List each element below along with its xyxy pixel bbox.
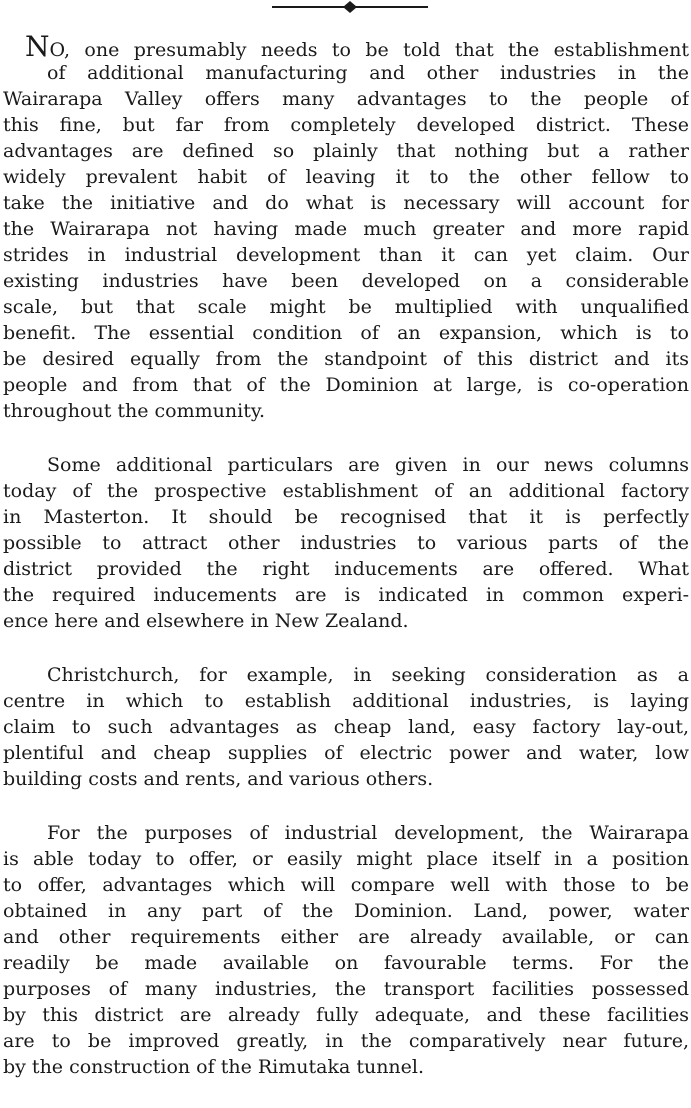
paragraph-line: by this district are already fully adequate, and these facilities bbox=[3, 1004, 689, 1026]
paragraph-line: are to be improved greatly, in the comparatively near future, bbox=[3, 1030, 689, 1052]
line-text: O, one presumably needs to be told that the establishment bbox=[49, 39, 689, 60]
paragraph-line: district provided the right inducements are offered. What bbox=[3, 558, 689, 580]
editorial-article bbox=[3, 34, 689, 1108]
paragraph-3 bbox=[3, 662, 689, 792]
paragraph-line: centre in which to establish additional industries, is laying bbox=[3, 690, 689, 712]
paragraph-line: widely prevalent habit of leaving it to the other fellow to bbox=[3, 166, 689, 188]
paragraph-line: plentiful and cheap supplies of electric power and water, low bbox=[3, 742, 689, 764]
paragraph-line: by the construction of the Rimutaka tunnel. bbox=[3, 1056, 425, 1078]
paragraph-line: of additional manufacturing and other industries in the bbox=[47, 62, 689, 84]
paragraph-1 bbox=[3, 34, 689, 424]
paragraph-line: possible to attract other industries to various parts of the bbox=[3, 532, 689, 554]
paragraph-line: strides in industrial development than it can yet claim. Our bbox=[3, 244, 689, 266]
paragraph-line: this fine, but far from completely developed district. These bbox=[3, 114, 689, 136]
paragraph-line: the required inducements are is indicated in common experi- bbox=[3, 584, 689, 606]
paragraph-line: Christchurch, for example, in seeking consideration as a bbox=[47, 664, 689, 686]
paragraph-line: claim to such advantages as cheap land, easy factory lay-out, bbox=[3, 716, 689, 738]
paragraph-line: take the initiative and do what is necessary will account for bbox=[3, 192, 689, 214]
paragraph-line: the Wairarapa not having made much greater and more rapid bbox=[3, 218, 689, 240]
paragraph-line: be desired equally from the standpoint of this district and its bbox=[3, 348, 689, 370]
paragraph-line: existing industries have been developed on a considerable bbox=[3, 270, 689, 292]
paragraph-line: readily be made available on favourable terms. For the bbox=[3, 952, 689, 974]
paragraph-2 bbox=[3, 452, 689, 634]
paragraph-line: today of the prospective establishment of an additional factory bbox=[3, 480, 689, 502]
paragraph-line: building costs and rents, and various others. bbox=[3, 768, 434, 790]
section-divider-ornament bbox=[270, 0, 430, 14]
paragraph-line: ence here and elsewhere in New Zealand. bbox=[3, 610, 409, 632]
paragraph-line: For the purposes of industrial development, the Wairarapa bbox=[47, 822, 689, 844]
paragraph-line bbox=[3, 34, 689, 60]
paragraph-line: throughout the community. bbox=[3, 400, 266, 422]
paragraph-line: Wairarapa Valley offers many advantages to the people of bbox=[3, 88, 689, 110]
paragraph-line: scale, but that scale might be multiplied with unqualified bbox=[3, 296, 689, 318]
paragraph-line: Some additional particulars are given in our news columns bbox=[47, 454, 689, 476]
paragraph-line: obtained in any part of the Dominion. Land, power, water bbox=[3, 900, 689, 922]
paragraph-line: to offer, advantages which will compare well with those to be bbox=[3, 874, 689, 896]
paragraph-line: in Masterton. It should be recognised that it is perfectly bbox=[3, 506, 689, 528]
paragraph-line: is able today to offer, or easily might place itself in a position bbox=[3, 848, 689, 870]
paragraph-4 bbox=[3, 820, 689, 1080]
paragraph-line: advantages are defined so plainly that nothing but a rather bbox=[3, 140, 689, 162]
paragraph-line: and other requirements either are already available, or can bbox=[3, 926, 689, 948]
drop-cap: N bbox=[25, 34, 50, 60]
paragraph-line: benefit. The essential condition of an expansion, which is to bbox=[3, 322, 689, 344]
paragraph-line: people and from that of the Dominion at large, is co-operation bbox=[3, 374, 689, 396]
paragraph-line: purposes of many industries, the transport facilities possessed bbox=[3, 978, 689, 1000]
